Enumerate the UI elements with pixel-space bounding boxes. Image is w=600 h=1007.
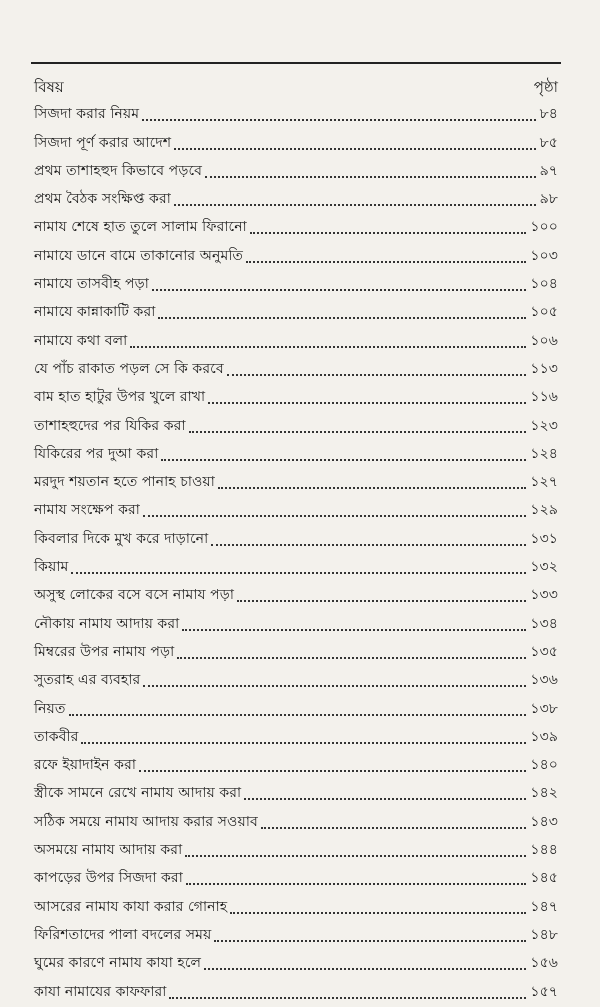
dot-leader	[211, 544, 526, 546]
entry-page-number: ১৪৭	[530, 898, 558, 915]
entry-title: রফে ইয়াদাইন করা	[34, 757, 137, 774]
toc-entry	[34, 129, 558, 157]
toc-entry	[34, 865, 558, 893]
dot-leader	[130, 346, 526, 348]
entry-title: অসময়ে নামায আদায় করা	[34, 842, 183, 859]
entry-title: কাযা নামাযের কাফফারা	[34, 983, 167, 1000]
dot-leader	[152, 289, 526, 291]
toc-entry	[34, 554, 558, 582]
toc-entry	[34, 242, 558, 270]
toc-entry	[34, 978, 558, 1006]
toc-entry	[34, 158, 558, 186]
entry-title: নৌকায় নামায আদায় করা	[34, 615, 180, 632]
entry-page-number: ১৩৬	[530, 672, 558, 689]
table-of-contents	[34, 101, 558, 1007]
entry-title: সুতরাহ এর ব্যবহার	[34, 672, 141, 689]
entry-title: কিয়াম	[34, 559, 69, 576]
dot-leader	[185, 855, 526, 857]
entry-page-number: ১৪০	[530, 757, 558, 774]
entry-page-number: ১৩৮	[530, 700, 558, 717]
topic-heading: বিষয়	[34, 78, 64, 96]
dot-leader	[227, 374, 527, 376]
toc-entry	[34, 667, 558, 695]
toc-entry	[34, 101, 558, 129]
dot-leader	[246, 261, 526, 263]
entry-page-number: ১২৩	[530, 417, 558, 434]
entry-page-number: ১৩১	[530, 530, 558, 547]
toc-entry	[34, 808, 558, 836]
toc-entry	[34, 384, 558, 412]
toc-entry	[34, 893, 558, 921]
toc-entry	[34, 271, 558, 299]
entry-page-number: ১১৬	[530, 389, 558, 406]
entry-page-number: ১৫৭	[530, 983, 558, 1000]
entry-title: নামায সংক্ষেপ করা	[34, 502, 140, 519]
toc-entry	[34, 724, 558, 752]
entry-title: সিজদা পূর্ণ করার আদেশ	[34, 134, 172, 151]
entry-title: যিকিরের পর দুআ করা	[34, 445, 159, 462]
entry-title: নামাযে তাসবীহ পড়া	[34, 276, 149, 293]
entry-page-number: ৯৭	[539, 162, 558, 179]
toc-entry	[34, 582, 558, 610]
dot-leader	[142, 119, 535, 121]
toc-entry	[34, 469, 558, 497]
entry-title: ফিরিশতাদের পালা বদলের সময়	[34, 926, 212, 943]
dot-leader	[237, 600, 526, 602]
entry-title: মিম্বরের উপর নামায পড়া	[34, 643, 175, 660]
entry-page-number: ৯৮	[539, 191, 558, 208]
entry-title: নামাযে কান্নাকাটি করা	[34, 304, 156, 321]
entry-page-number: ১৪৮	[530, 926, 558, 943]
entry-page-number: ১৩৫	[530, 643, 558, 660]
entry-page-number: ১২৪	[530, 445, 558, 462]
entry-page-number: ১৫৬	[530, 955, 558, 972]
page-heading: পৃষ্ঠা	[533, 78, 558, 96]
toc-entry	[34, 922, 558, 950]
toc-entry	[34, 441, 558, 469]
entry-title: নামায শেষে হাত তুলে সালাম ফিরানো	[34, 219, 247, 236]
entry-title: প্রথম বৈঠক সংক্ষিপ্ত করা	[34, 191, 171, 208]
entry-page-number: ১০৫	[530, 304, 558, 321]
dot-leader	[69, 714, 527, 716]
entry-title: কিবলার দিকে মুখ করে দাড়ানো	[34, 530, 209, 547]
dot-leader	[139, 770, 526, 772]
entry-title: আসরের নামায কাযা করার গোনাহ	[34, 898, 228, 915]
toc-entry	[34, 695, 558, 723]
dot-leader	[182, 629, 526, 631]
toc-entry	[34, 639, 558, 667]
toc-entry	[34, 752, 558, 780]
dot-leader	[189, 431, 527, 433]
entry-page-number: ১৩৯	[530, 728, 558, 745]
entry-title: বাম হাত হাটুর উপর খুলে রাখা	[34, 389, 206, 406]
entry-page-number: ১০৬	[530, 332, 558, 349]
entry-title: মরদুদ শয়তান হতে পানাহ চাওয়া	[34, 474, 215, 491]
dot-leader	[230, 912, 526, 914]
entry-page-number: ১৩৩	[530, 587, 558, 604]
entry-page-number: ১১৩	[530, 360, 558, 377]
toc-entry	[34, 837, 558, 865]
dot-leader	[174, 204, 536, 206]
entry-page-number: ১৪২	[530, 785, 558, 802]
entry-title: সঠিক সময়ে নামায আদায় করার সওয়াব	[34, 813, 258, 830]
entry-title: নিয়ত	[34, 700, 66, 717]
dot-leader	[71, 572, 526, 574]
entry-title: অসুস্থ লোকের বসে বসে নামায পড়া	[34, 587, 235, 604]
entry-page-number: ১৪৩	[530, 813, 558, 830]
entry-title: স্ত্রীকে সামনে রেখে নামায আদায় করা	[34, 785, 242, 802]
dot-leader	[205, 176, 536, 178]
entry-page-number: ১০৩	[530, 247, 558, 264]
toc-entry	[34, 327, 558, 355]
dot-leader	[218, 487, 526, 489]
toc-entry	[34, 780, 558, 808]
dot-leader	[169, 997, 526, 999]
toc-entry	[34, 412, 558, 440]
dot-leader	[158, 317, 526, 319]
entry-title: যে পাঁচ রাকাত পড়ল সে কি করবে	[34, 360, 224, 377]
entry-page-number: ১২৯	[530, 502, 558, 519]
dot-leader	[261, 827, 527, 829]
entry-title: ঘুমের কারণে নামায কাযা হলে	[34, 955, 202, 972]
entry-page-number: ১৩৪	[530, 615, 558, 632]
toc-entry	[34, 214, 558, 242]
entry-page-number: ৮৪	[539, 106, 558, 123]
toc-entry	[34, 186, 558, 214]
entry-page-number: ১৩২	[530, 559, 558, 576]
toc-entry	[34, 950, 558, 978]
entry-title: সিজদা করার নিয়ম	[34, 106, 140, 123]
entry-title: প্রথম তাশাহহুদ কিভাবে পড়বে	[34, 162, 203, 179]
entry-page-number: ৮৫	[539, 134, 558, 151]
toc-entry	[34, 497, 558, 525]
entry-page-number: ১২৭	[530, 474, 558, 491]
toc-entry	[34, 299, 558, 327]
dot-leader	[143, 515, 526, 517]
dot-leader	[161, 459, 526, 461]
dot-leader	[204, 968, 526, 970]
toc-header	[34, 72, 558, 100]
toc-entry	[34, 610, 558, 638]
entry-page-number: ১৪৫	[530, 870, 558, 887]
toc-entry	[34, 356, 558, 384]
entry-title: নামাযে কথা বলা	[34, 332, 128, 349]
dot-leader	[143, 685, 526, 687]
dot-leader	[208, 402, 526, 404]
dot-leader	[81, 742, 526, 744]
dot-leader	[186, 883, 527, 885]
dot-leader	[214, 940, 526, 942]
entry-title: নামাযে ডানে বামে তাকানোর অনুমতি	[34, 247, 244, 264]
entry-page-number: ১০০	[530, 219, 558, 236]
entry-page-number: ১০৪	[530, 276, 558, 293]
dot-leader	[174, 148, 535, 150]
top-rule	[31, 62, 561, 64]
entry-title: তাশাহহুদের পর যিকির করা	[34, 417, 186, 434]
dot-leader	[177, 657, 526, 659]
dot-leader	[244, 798, 526, 800]
toc-entry	[34, 525, 558, 553]
dot-leader	[250, 232, 527, 234]
entry-title: কাপড়ের উপর সিজদা করা	[34, 870, 183, 887]
entry-page-number: ১৪৪	[530, 842, 558, 859]
entry-title: তাকবীর	[34, 728, 79, 745]
